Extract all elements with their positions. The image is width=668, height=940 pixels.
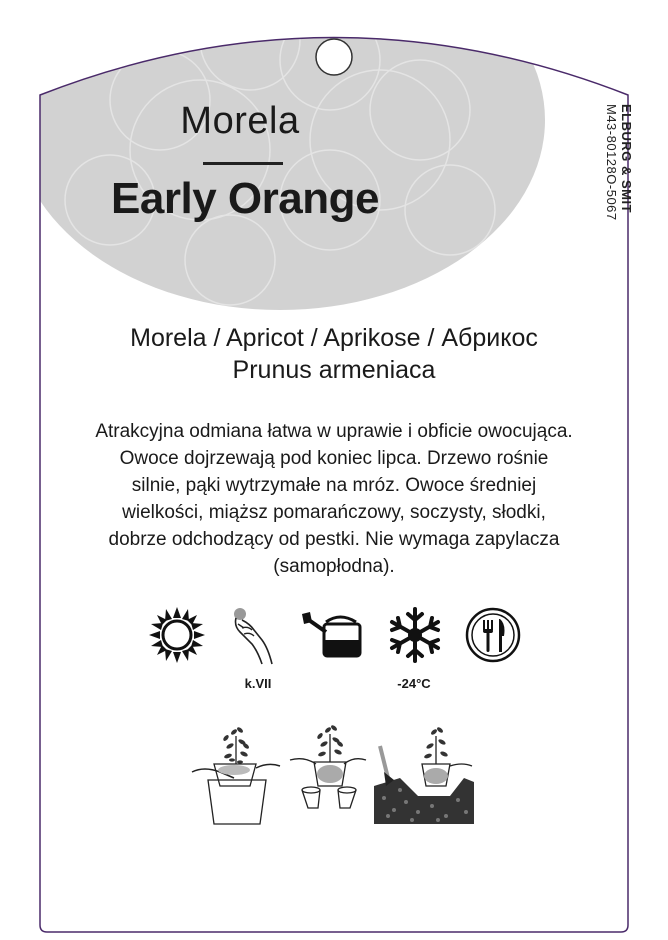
- planting-step-1-icon: [190, 716, 282, 828]
- description-line: Owoce dojrzewają pod koniec lipca. Drzewo rośnie: [119, 448, 549, 469]
- fork-knife-icon: [464, 606, 522, 664]
- harvest-hand-icon: [228, 604, 278, 666]
- description-line: (samopłodna).: [273, 556, 395, 577]
- title-separator: [203, 162, 283, 165]
- latin-name: Prunus armeniaca: [232, 356, 436, 384]
- description-line: silnie, pąki wytrzymałe na mróz. Owoce średniej: [131, 475, 537, 496]
- frost-hardiness-label: -24°C: [397, 676, 431, 691]
- brand-block: [604, 104, 634, 221]
- description-line: wielkości, miąższ pomarańczowy, soczysty, słodki,: [122, 502, 546, 523]
- brand-company: ELBURG & SMIT: [619, 104, 634, 214]
- sun-icon: [148, 606, 206, 664]
- description: [60, 418, 608, 580]
- snowflake-icon: [386, 606, 444, 664]
- watering-can-icon: [300, 610, 368, 660]
- description-line: Atrakcyjna odmiana łatwa w uprawie i obficie owocująca.: [95, 421, 573, 442]
- description-line: dobrze odchodzący od pestki. Nie wymaga zapylacza: [108, 529, 560, 550]
- planting-step-3-icon: [372, 716, 476, 826]
- variety-name: Early Orange: [111, 174, 379, 223]
- common-name: Morela: [180, 100, 300, 142]
- header-band: [15, 0, 545, 310]
- harvest-time-label: k.VII: [244, 676, 272, 691]
- language-names: Morela / Apricot / Aprikose / Абрикос: [130, 324, 538, 352]
- product-code: M43-80128O-5067: [604, 104, 619, 221]
- names-block: [40, 322, 628, 386]
- hang-hole: [316, 39, 352, 75]
- planting-step-2-icon: [288, 716, 368, 814]
